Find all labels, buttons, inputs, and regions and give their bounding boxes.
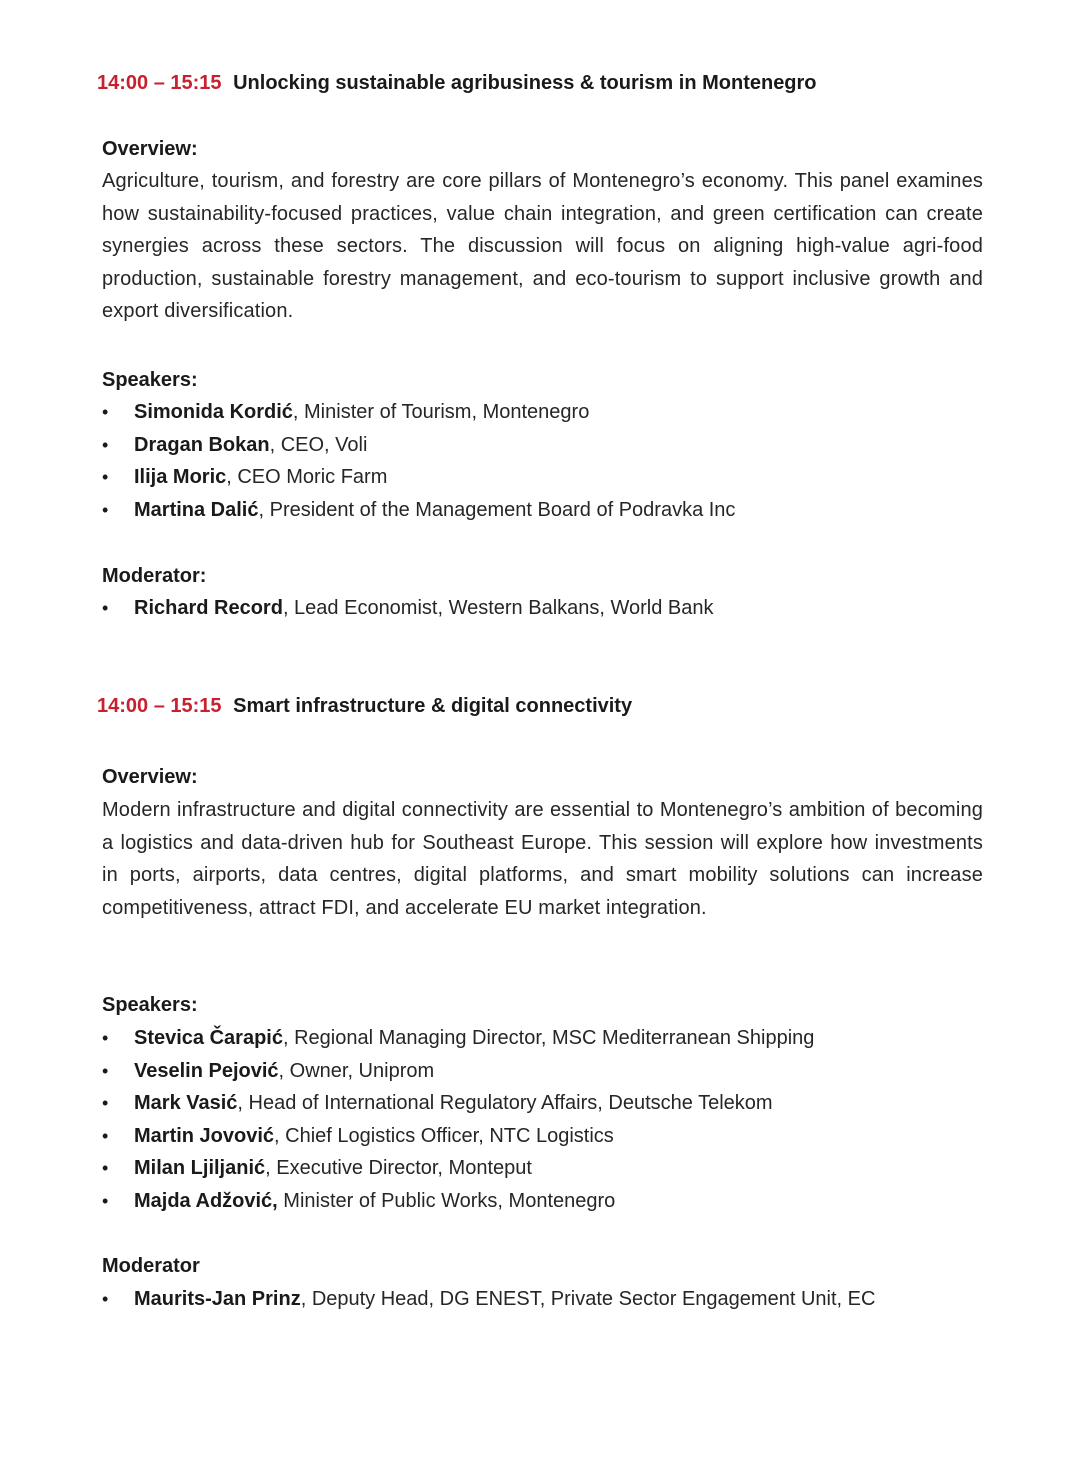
moderator-name: Richard Record bbox=[134, 597, 283, 619]
moderator-role: , Deputy Head, DG ENEST, Private Sector Engagement Unit, EC bbox=[300, 1288, 876, 1310]
moderators-list bbox=[102, 592, 1002, 625]
speaker-role: , Chief Logistics Officer, NTC Logistics bbox=[274, 1124, 614, 1147]
session-title: Unlocking sustainable agribusiness & tourism in Montenegro bbox=[233, 72, 817, 94]
speaker-item bbox=[102, 1022, 1002, 1055]
speaker-name: Martin Jovović bbox=[134, 1124, 275, 1147]
speaker-item bbox=[102, 1087, 1002, 1120]
session-header bbox=[97, 71, 817, 95]
overview-label: Overview: bbox=[102, 138, 198, 160]
speaker-role: , Executive Director, Monteput bbox=[265, 1157, 532, 1180]
speaker-item bbox=[102, 461, 1002, 494]
bullet-icon: • bbox=[102, 434, 109, 455]
speakers-label: Speakers: bbox=[102, 369, 198, 391]
bullet-icon: • bbox=[102, 598, 109, 618]
speakers-label: Speakers: bbox=[102, 994, 198, 1016]
speaker-role: , CEO Moric Farm bbox=[226, 466, 388, 489]
session-time: 14:00 – 15:15 bbox=[97, 72, 222, 94]
bullet-icon: • bbox=[102, 1028, 109, 1048]
speaker-name: Martina Dalić bbox=[134, 498, 259, 521]
speaker-name: Mark Vasić bbox=[134, 1092, 238, 1115]
overview-label: Overview: bbox=[102, 766, 198, 788]
speaker-role: , Regional Managing Director, MSC Mediterranean Shipping bbox=[282, 1027, 815, 1049]
moderators-list bbox=[102, 1283, 1002, 1316]
speaker-item bbox=[102, 1152, 1002, 1185]
moderator-role: , Lead Economist, Western Balkans, World Bank bbox=[282, 597, 714, 619]
bullet-icon: • bbox=[102, 1060, 109, 1081]
speaker-role: , Owner, Uniprom bbox=[278, 1059, 435, 1082]
moderator-label: Moderator: bbox=[102, 565, 207, 587]
session-title: Smart infrastructure & digital connectivity bbox=[233, 695, 633, 717]
speaker-role: , Head of International Regulatory Affairs, Deutsche Telekom bbox=[237, 1092, 773, 1115]
moderator-item bbox=[102, 592, 1002, 625]
session-header bbox=[97, 694, 632, 718]
bullet-icon: • bbox=[102, 1125, 109, 1146]
bullet-icon: • bbox=[102, 1289, 109, 1309]
bullet-icon: • bbox=[102, 1093, 109, 1114]
bullet-icon: • bbox=[102, 1190, 109, 1211]
speaker-name: Simonida Kordić bbox=[134, 401, 293, 423]
speaker-name: Stevica Čarapić bbox=[134, 1027, 283, 1049]
moderator-name: Maurits-Jan Prinz bbox=[134, 1288, 301, 1310]
speaker-item bbox=[102, 1185, 1002, 1218]
speaker-item bbox=[102, 1055, 1002, 1088]
speakers-list bbox=[102, 1022, 1002, 1218]
moderator-label: Moderator bbox=[102, 1255, 200, 1277]
speaker-role: , CEO, Voli bbox=[269, 433, 368, 456]
speaker-role: , President of the Management Board of Podravka Inc bbox=[258, 498, 736, 521]
overview-text: Agriculture, tourism, and forestry are core pillars of Montenegro’s economy. This panel examines how sustainability-focused practices, value chain integration, and green certification can create synergies across these sectors. The discussion will focus on aligning high-value agri-food production, sustainable forestry management, and eco-tourism to support inclusive growth and export diversification. bbox=[102, 170, 983, 323]
speaker-item bbox=[102, 1120, 1002, 1153]
speaker-name: Dragan Bokan bbox=[134, 433, 270, 456]
speaker-name: Veselin Pejović bbox=[134, 1059, 279, 1082]
speaker-name: Majda Adžović, bbox=[134, 1189, 278, 1212]
speakers-list bbox=[102, 396, 1002, 526]
speaker-name: Ilija Moric bbox=[134, 466, 227, 489]
speaker-role: Minister of Public Works, Montenegro bbox=[277, 1189, 616, 1212]
bullet-icon: • bbox=[102, 402, 109, 422]
bullet-icon: • bbox=[102, 499, 109, 520]
speaker-role: , Minister of Tourism, Montenegro bbox=[292, 401, 590, 423]
bullet-icon: • bbox=[102, 467, 109, 488]
overview-text: Modern infrastructure and digital connectivity are essential to Montenegro’s ambition of becoming a logistics and data-driven hub for Southeast Europe. This session will explore how investments in ports, airports, data centres, digital platforms, and smart mobility solutions can increase competitiveness, attract FDI, and accelerate EU market integration. bbox=[102, 799, 983, 919]
speaker-item bbox=[102, 429, 1002, 462]
moderator-item bbox=[102, 1283, 1002, 1316]
speaker-name: Milan Ljiljanić bbox=[134, 1157, 266, 1180]
session-time: 14:00 – 15:15 bbox=[97, 695, 222, 717]
bullet-icon: • bbox=[102, 1158, 109, 1179]
speaker-item bbox=[102, 494, 1002, 527]
speaker-item bbox=[102, 396, 1002, 429]
